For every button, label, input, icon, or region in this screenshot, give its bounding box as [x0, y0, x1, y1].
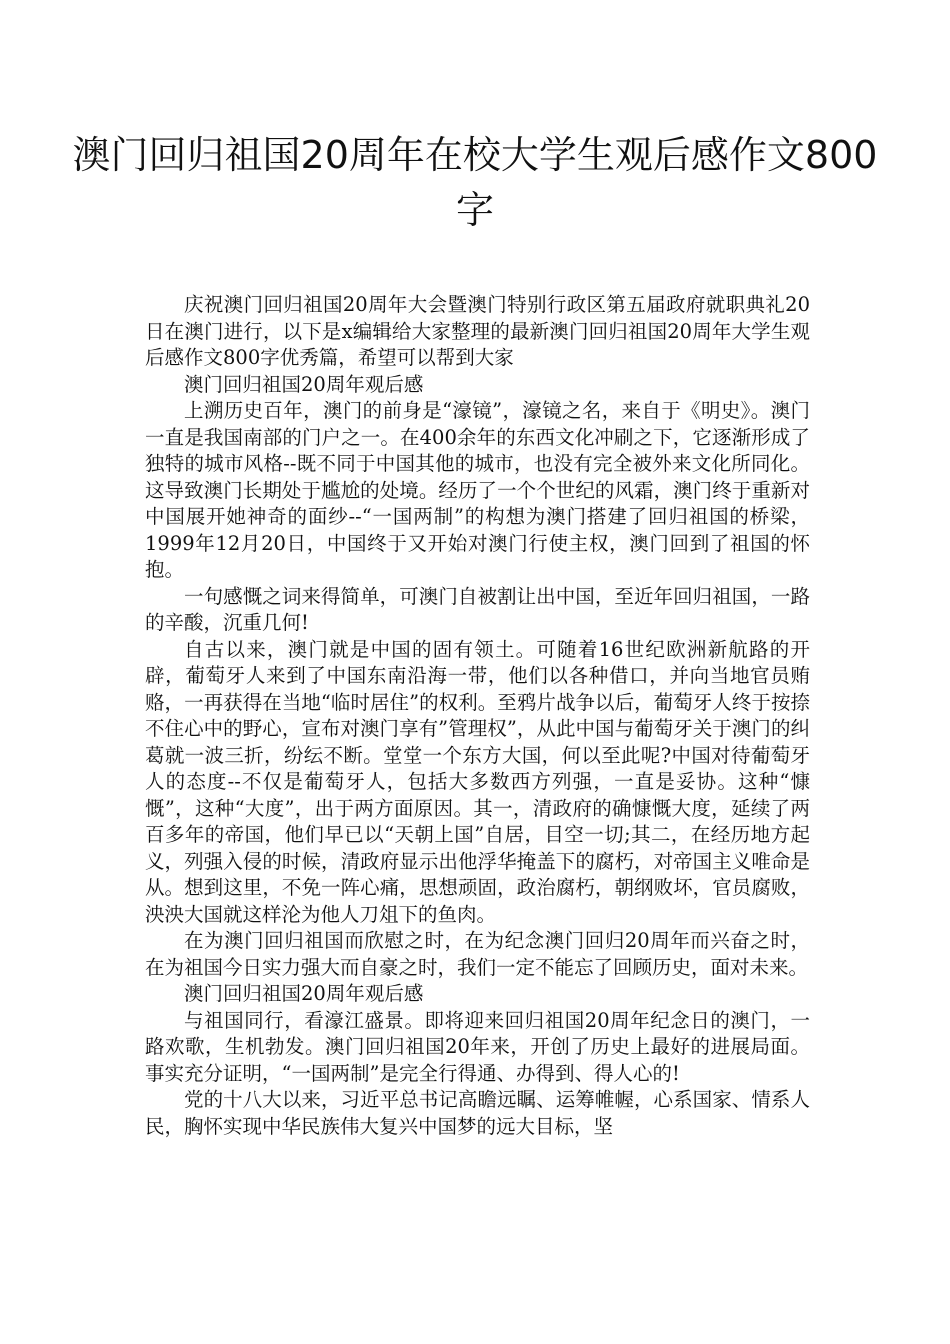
- paragraph: 自古以来，澳门就是中国的固有领土。可随着16世纪欧洲新航路的开辟，葡萄牙人来到了中国东南沿海一带，他们以各种借口，并向当地官员贿赂，一再获得在当地“临时居住”的权利。至鸦片战争以后，葡萄牙人终于按捺不住心中的野心，宣布对澳门享有”管理权”，从此中国与葡萄牙关于澳门的纠葛就一波三折，纷纭不断。堂堂一个东方大国，何以至此呢?中国对待葡萄牙人的态度--不仅是葡萄牙人，包括大多数西方列强，一直是妥协。这种“慷慨”，这种“大度”，出于两方面原因。其一，清政府的确慷慨大度，延续了两百多年的帝国，他们早已以“天朝上国”自居，目空一切;其二，在经历地方起义，列强入侵的时候，清政府显示出他浮华掩盖下的腐朽，对帝国主义唯命是从。想到这里，不免一阵心痛，思想顽固，政治腐朽，朝纲败坏，官员腐败，泱泱大国就这样沦为他人刀俎下的鱼肉。: [145, 637, 810, 926]
- paragraph: 党的十八大以来，习近平总书记高瞻远瞩、运筹帷幄，心系国家、情系人民，胸怀实现中华民族伟大复兴中国梦的远大目标，坚: [145, 1088, 810, 1138]
- section-heading: 澳门回归祖国20周年观后感: [184, 982, 424, 1005]
- document-body: [145, 292, 810, 1140]
- paragraph: 与祖国同行，看濠江盛景。即将迎来回归祖国20周年纪念日的澳门，一路欢歌，生机勃发。澳门回归祖国20年来，开创了历史上最好的进展局面。事实充分证明，“一国两制”是完全行得通、办得到、得人心的!: [145, 1008, 810, 1085]
- paragraph: 一句感慨之词来得简单，可澳门自被割让出中国，至近年回归祖国，一路的辛酸，沉重几何!: [145, 584, 810, 634]
- document-title: 澳门回归祖国20周年在校大学生观后感作文800字: [72, 133, 878, 232]
- section-heading: 澳门回归祖国20周年观后感: [184, 372, 424, 396]
- paragraph: 在为澳门回归祖国而欣慰之时，在为纪念澳门回归20周年而兴奋之时，在为祖国今日实力强大而自豪之时，我们一定不能忘了回顾历史，面对未来。: [145, 929, 810, 979]
- paragraph: 上溯历史百年，澳门的前身是“濠镜”，濠镜之名，来自于《明史》。澳门一直是我国南部的门户之一。在400余年的东西文化冲刷之下，它逐渐形成了独特的城市风格--既不同于中国其他的城市，也没有完全被外来文化所同化。这导致澳门长期处于尴尬的处境。经历了一个个世纪的风霜，澳门终于重新对中国展开她神奇的面纱--“一国两制”的构想为澳门搭建了回归祖国的桥梁，1999年12月20日，中国终于又开始对澳门行使主权，澳门回到了祖国的怀抱。: [145, 399, 810, 581]
- paragraph-intro: 庆祝澳门回归祖国20周年大会暨澳门特别行政区第五届政府就职典礼20日在澳门进行，以下是x编辑给大家整理的最新澳门回归祖国20周年大学生观后感作文800字优秀篇，希望可以帮到大家: [145, 293, 810, 369]
